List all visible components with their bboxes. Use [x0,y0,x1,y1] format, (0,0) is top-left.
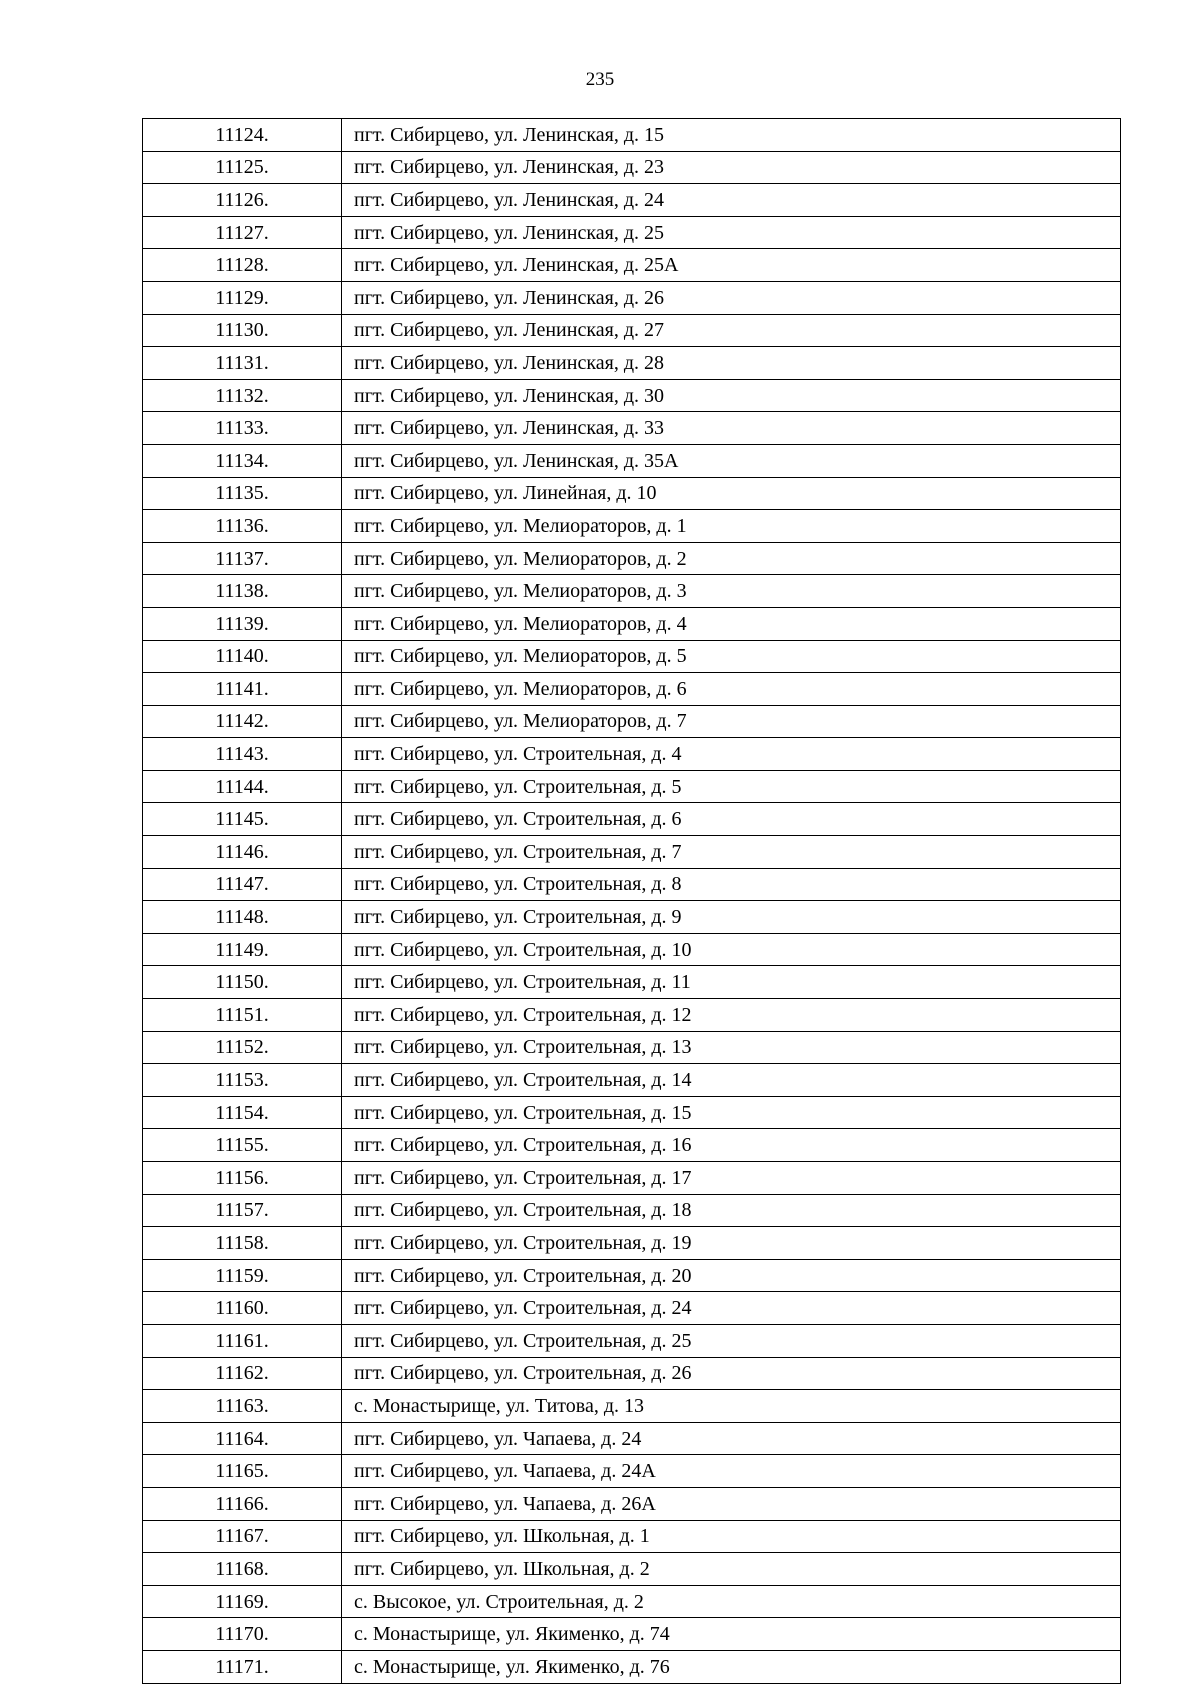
row-number-cell: 11137. [143,542,342,575]
row-number-cell: 11143. [143,738,342,771]
row-number-cell: 11160. [143,1292,342,1325]
row-number-cell: 11141. [143,673,342,706]
table-row [143,444,1121,477]
address-cell: пгт. Сибирцево, ул. Строительная, д. 17 [342,1162,1121,1195]
row-number-cell: 11146. [143,836,342,869]
row-number-cell: 11128. [143,249,342,282]
address-cell: пгт. Сибирцево, ул. Чапаева, д. 24А [342,1455,1121,1488]
address-cell: пгт. Сибирцево, ул. Строительная, д. 14 [342,1064,1121,1097]
address-cell: пгт. Сибирцево, ул. Ленинская, д. 28 [342,347,1121,380]
address-cell: пгт. Сибирцево, ул. Школьная, д. 2 [342,1553,1121,1586]
row-number-cell: 11166. [143,1487,342,1520]
table-row [143,1422,1121,1455]
table-row [143,966,1121,999]
address-cell: пгт. Сибирцево, ул. Строительная, д. 10 [342,933,1121,966]
address-cell: пгт. Сибирцево, ул. Строительная, д. 4 [342,738,1121,771]
address-cell: пгт. Сибирцево, ул. Ленинская, д. 27 [342,314,1121,347]
table-row [143,1553,1121,1586]
table-row [143,379,1121,412]
row-number-cell: 11155. [143,1129,342,1162]
row-number-cell: 11131. [143,347,342,380]
address-cell: пгт. Сибирцево, ул. Строительная, д. 5 [342,770,1121,803]
address-cell: пгт. Сибирцево, ул. Строительная, д. 7 [342,836,1121,869]
row-number-cell: 11158. [143,1227,342,1260]
table-row [143,738,1121,771]
address-cell: пгт. Сибирцево, ул. Мелиораторов, д. 6 [342,673,1121,706]
table-row [143,640,1121,673]
address-cell: пгт. Сибирцево, ул. Ленинская, д. 30 [342,379,1121,412]
address-cell: пгт. Сибирцево, ул. Ленинская, д. 23 [342,151,1121,184]
address-cell: пгт. Сибирцево, ул. Строительная, д. 15 [342,1096,1121,1129]
address-cell: пгт. Сибирцево, ул. Строительная, д. 6 [342,803,1121,836]
address-cell: пгт. Сибирцево, ул. Школьная, д. 1 [342,1520,1121,1553]
row-number-cell: 11132. [143,379,342,412]
row-number-cell: 11168. [143,1553,342,1586]
table-row [143,542,1121,575]
address-cell: пгт. Сибирцево, ул. Ленинская, д. 15 [342,119,1121,152]
table-row [143,868,1121,901]
address-cell: пгт. Сибирцево, ул. Строительная, д. 16 [342,1129,1121,1162]
row-number-cell: 11140. [143,640,342,673]
table-row [143,281,1121,314]
row-number-cell: 11133. [143,412,342,445]
row-number-cell: 11159. [143,1259,342,1292]
table-row [143,836,1121,869]
address-cell: пгт. Сибирцево, ул. Мелиораторов, д. 7 [342,705,1121,738]
address-cell: пгт. Сибирцево, ул. Строительная, д. 11 [342,966,1121,999]
row-number-cell: 11126. [143,184,342,217]
row-number-cell: 11161. [143,1324,342,1357]
row-number-cell: 11154. [143,1096,342,1129]
address-cell: пгт. Сибирцево, ул. Ленинская, д. 25 [342,216,1121,249]
address-cell: с. Монастырище, ул. Якименко, д. 76 [342,1650,1121,1683]
address-cell: пгт. Сибирцево, ул. Чапаева, д. 24 [342,1422,1121,1455]
address-cell: пгт. Сибирцево, ул. Мелиораторов, д. 2 [342,542,1121,575]
address-cell: с. Высокое, ул. Строительная, д. 2 [342,1585,1121,1618]
table-row [143,1520,1121,1553]
table-row [143,1064,1121,1097]
page-number: 235 [585,69,615,90]
address-cell: пгт. Сибирцево, ул. Строительная, д. 13 [342,1031,1121,1064]
row-number-cell: 11139. [143,607,342,640]
row-number-cell: 11156. [143,1162,342,1195]
address-cell: пгт. Сибирцево, ул. Ленинская, д. 33 [342,412,1121,445]
address-cell: пгт. Сибирцево, ул. Ленинская, д. 35А [342,444,1121,477]
table-row [143,1031,1121,1064]
table-row [143,1162,1121,1195]
table-row [143,1194,1121,1227]
row-number-cell: 11138. [143,575,342,608]
table-row [143,1650,1121,1683]
row-number-cell: 11150. [143,966,342,999]
row-number-cell: 11152. [143,1031,342,1064]
address-cell: с. Монастырище, ул. Титова, д. 13 [342,1390,1121,1423]
row-number-cell: 11169. [143,1585,342,1618]
row-number-cell: 11164. [143,1422,342,1455]
row-number-cell: 11130. [143,314,342,347]
row-number-cell: 11135. [143,477,342,510]
row-number-cell: 11129. [143,281,342,314]
address-cell: с. Монастырище, ул. Якименко, д. 74 [342,1618,1121,1651]
table-row [143,184,1121,217]
address-cell: пгт. Сибирцево, ул. Строительная, д. 25 [342,1324,1121,1357]
table-row [143,412,1121,445]
address-cell: пгт. Сибирцево, ул. Ленинская, д. 26 [342,281,1121,314]
address-cell: пгт. Сибирцево, ул. Строительная, д. 24 [342,1292,1121,1325]
address-table [142,118,1121,1684]
table-row [143,901,1121,934]
table-row [143,1324,1121,1357]
address-cell: пгт. Сибирцево, ул. Мелиораторов, д. 4 [342,607,1121,640]
table-row [143,803,1121,836]
address-cell: пгт. Сибирцево, ул. Мелиораторов, д. 1 [342,510,1121,543]
row-number-cell: 11147. [143,868,342,901]
address-cell: пгт. Сибирцево, ул. Ленинская, д. 24 [342,184,1121,217]
table-row [143,1455,1121,1488]
row-number-cell: 11144. [143,770,342,803]
table-row [143,1259,1121,1292]
address-cell: пгт. Сибирцево, ул. Строительная, д. 12 [342,999,1121,1032]
row-number-cell: 11124. [143,119,342,152]
row-number-cell: 11125. [143,151,342,184]
table-row [143,314,1121,347]
table-row [143,933,1121,966]
address-cell: пгт. Сибирцево, ул. Мелиораторов, д. 5 [342,640,1121,673]
address-table-body [143,119,1121,1684]
table-row [143,119,1121,152]
table-row [143,1357,1121,1390]
table-row [143,1292,1121,1325]
address-cell: пгт. Сибирцево, ул. Строительная, д. 8 [342,868,1121,901]
row-number-cell: 11136. [143,510,342,543]
address-cell: пгт. Сибирцево, ул. Строительная, д. 18 [342,1194,1121,1227]
row-number-cell: 11171. [143,1650,342,1683]
address-cell: пгт. Сибирцево, ул. Мелиораторов, д. 3 [342,575,1121,608]
row-number-cell: 11134. [143,444,342,477]
table-row [143,607,1121,640]
row-number-cell: 11163. [143,1390,342,1423]
address-cell: пгт. Сибирцево, ул. Чапаева, д. 26А [342,1487,1121,1520]
table-row [143,1227,1121,1260]
table-row [143,1487,1121,1520]
table-row [143,673,1121,706]
row-number-cell: 11165. [143,1455,342,1488]
row-number-cell: 11148. [143,901,342,934]
table-row [143,151,1121,184]
row-number-cell: 11149. [143,933,342,966]
address-cell: пгт. Сибирцево, ул. Линейная, д. 10 [342,477,1121,510]
table-row [143,1390,1121,1423]
table-row [143,1585,1121,1618]
table-row [143,575,1121,608]
table-row [143,1618,1121,1651]
address-cell: пгт. Сибирцево, ул. Ленинская, д. 25А [342,249,1121,282]
table-row [143,249,1121,282]
table-row [143,770,1121,803]
table-row [143,216,1121,249]
row-number-cell: 11162. [143,1357,342,1390]
address-cell: пгт. Сибирцево, ул. Строительная, д. 20 [342,1259,1121,1292]
address-cell: пгт. Сибирцево, ул. Строительная, д. 19 [342,1227,1121,1260]
row-number-cell: 11142. [143,705,342,738]
table-row [143,1096,1121,1129]
row-number-cell: 11145. [143,803,342,836]
row-number-cell: 11153. [143,1064,342,1097]
address-cell: пгт. Сибирцево, ул. Строительная, д. 26 [342,1357,1121,1390]
row-number-cell: 11127. [143,216,342,249]
row-number-cell: 11151. [143,999,342,1032]
table-row [143,999,1121,1032]
table-row [143,477,1121,510]
table-row [143,705,1121,738]
table-row [143,347,1121,380]
row-number-cell: 11157. [143,1194,342,1227]
table-row [143,510,1121,543]
table-row [143,1129,1121,1162]
row-number-cell: 11167. [143,1520,342,1553]
row-number-cell: 11170. [143,1618,342,1651]
address-cell: пгт. Сибирцево, ул. Строительная, д. 9 [342,901,1121,934]
